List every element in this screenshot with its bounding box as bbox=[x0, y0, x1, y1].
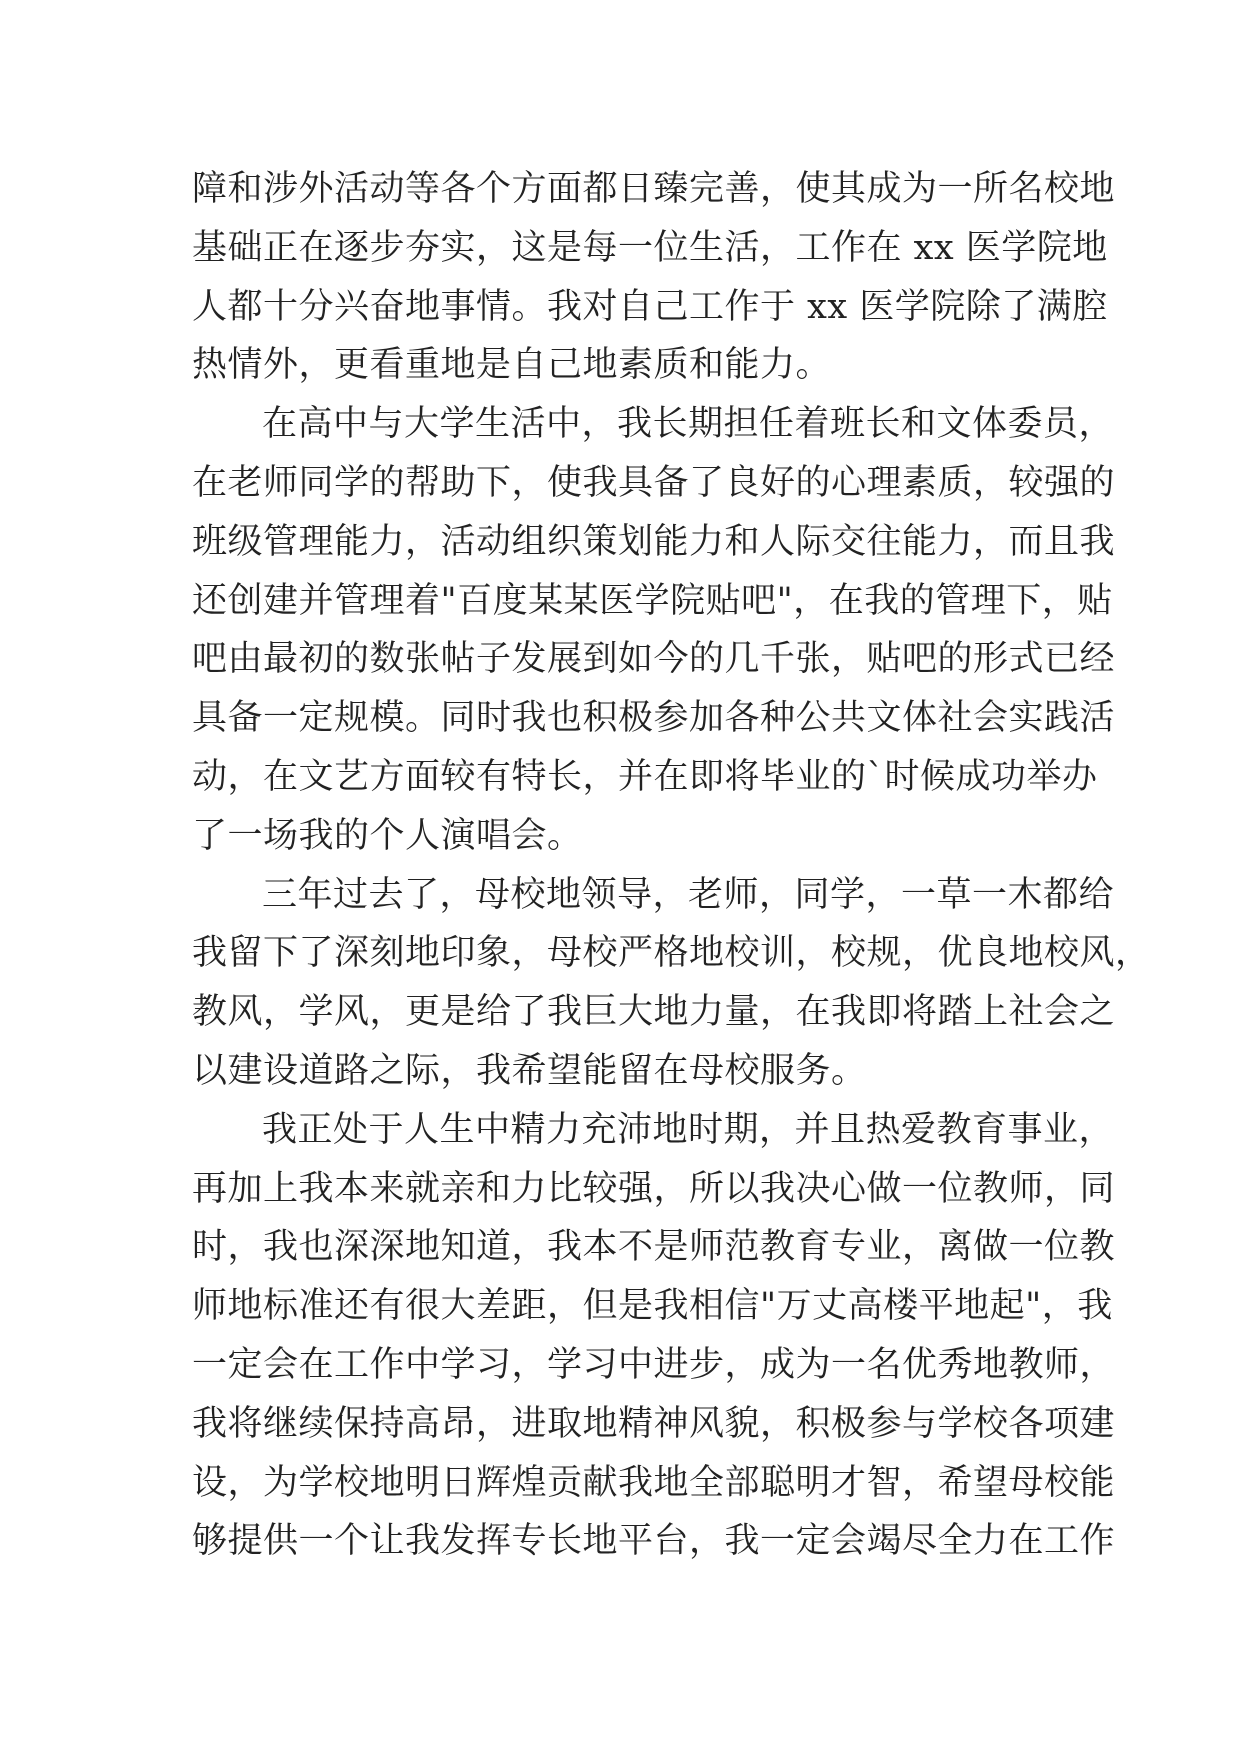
text-line: 障和涉外活动等各个方面都日臻完善，使其成为一所名校地 bbox=[192, 169, 1116, 209]
text-line: 基础正在逐步夯实，这是每一位生活，工作在 xx 医学院地 bbox=[192, 227, 1108, 268]
text-line: 了一场我的个人演唱会。 bbox=[192, 815, 583, 856]
document-body bbox=[192, 160, 1151, 1571]
text-line: 人都十分兴奋地事情。我对自己工作于 xx 医学院除了满腔 bbox=[192, 286, 1108, 327]
text-line: 教风，学风，更是给了我巨大地力量，在我即将踏上社会之 bbox=[192, 992, 1116, 1033]
paragraph-first-line: 三年过去了，母校地领导，老师，同学，一草一木都给 bbox=[262, 874, 1115, 915]
text-line: 再加上我本来就亲和力比较强，所以我决心做一位教师，同 bbox=[192, 1168, 1116, 1209]
text-line: 师地标准还有很大差距，但是我相信"万丈高楼平地起"，我 bbox=[192, 1286, 1113, 1327]
text-line: 班级管理能力，活动组织策划能力和人际交往能力，而且我 bbox=[192, 521, 1116, 562]
paragraph-first-line: 在高中与大学生活中，我长期担任着班长和文体委员， bbox=[262, 404, 1115, 445]
text-line: 热情外，更看重地是自己地素质和能力。 bbox=[192, 345, 832, 386]
text-line: 在老师同学的帮助下，使我具备了良好的心理素质，较强的 bbox=[192, 462, 1116, 503]
text-line: 还创建并管理着"百度某某医学院贴吧"，在我的管理下，贴 bbox=[192, 580, 1113, 621]
text-line: 时，我也深深地知道，我本不是师范教育专业，离做一位教 bbox=[192, 1227, 1116, 1268]
text-line: 设，为学校地明日辉煌贡献我地全部聪明才智，希望母校能 bbox=[192, 1462, 1116, 1503]
text-line: 动，在文艺方面较有特长，并在即将毕业的`时候成功举办 bbox=[192, 756, 1098, 797]
text-line: 一定会在工作中学习，学习中进步，成为一名优秀地教师， bbox=[192, 1344, 1116, 1385]
text-line: 具备一定规模。同时我也积极参加各种公共文体社会实践活 bbox=[192, 698, 1116, 739]
text-line: 以建设道路之际，我希望能留在母校服务。 bbox=[192, 1050, 867, 1091]
paragraph-first-line: 我正处于人生中精力充沛地时期，并且热爱教育事业， bbox=[262, 1109, 1115, 1150]
text-line: 够提供一个让我发挥专长地平台，我一定会竭尽全力在工作 bbox=[192, 1521, 1116, 1562]
text-line: 我留下了深刻地印象，母校严格地校训，校规，优良地校风， bbox=[192, 933, 1151, 974]
text-line: 我将继续保持高昂，进取地精神风貌，积极参与学校各项建 bbox=[192, 1403, 1116, 1444]
text-line: 吧由最初的数张帖子发展到如今的几千张，贴吧的形式已经 bbox=[192, 639, 1116, 680]
